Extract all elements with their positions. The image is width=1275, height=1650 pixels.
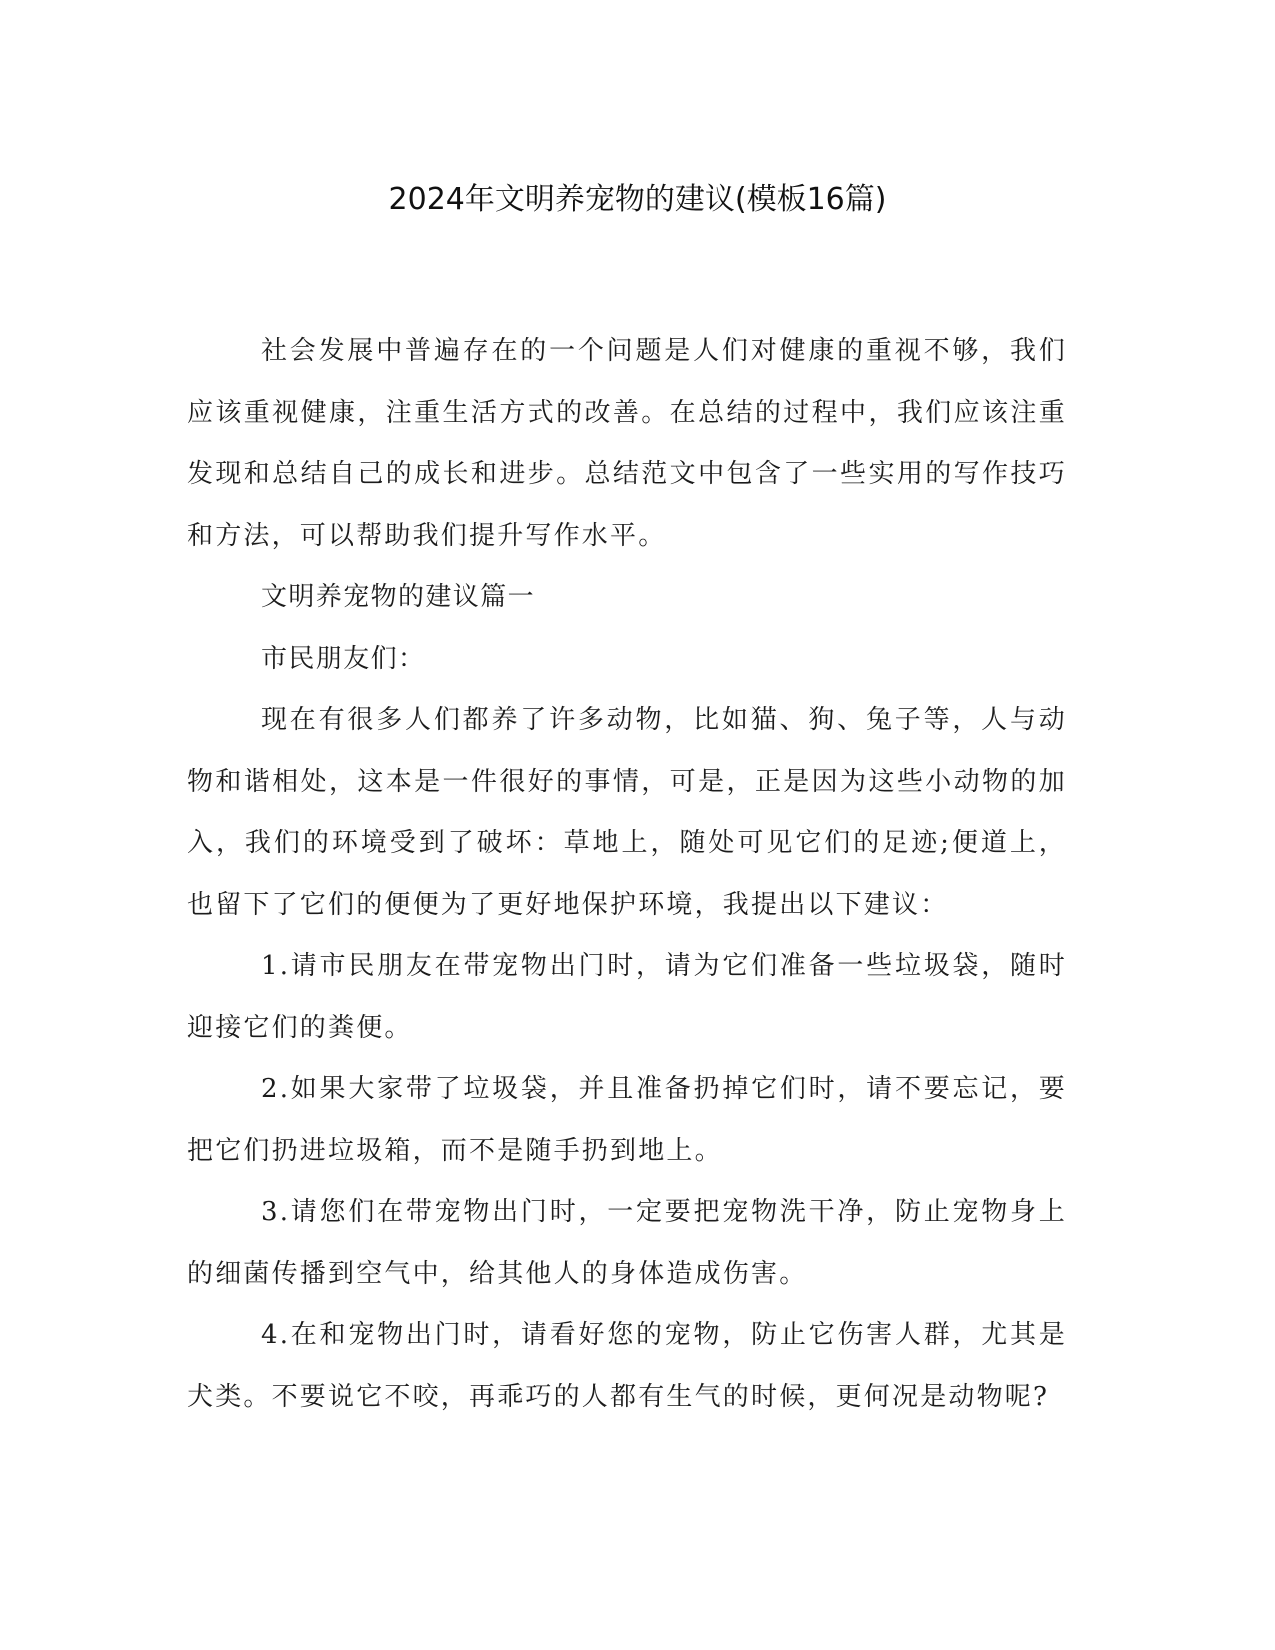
suggestion-item: 4.在和宠物出门时，请看好您的宠物，防止它伤害人群，尤其是犬类。不要说它不咬，再乖巧的人都有生气的时候，更何况是动物呢? [187, 1320, 1067, 1412]
document-title: 2024年文明养宠物的建议(模板16篇) [388, 182, 887, 217]
section-heading: 文明养宠物的建议篇一 [261, 582, 536, 612]
suggestion-item: 2.如果大家带了垃圾袋，并且准备扔掉它们时，请不要忘记，要把它们扔进垃圾箱，而不是随手扔到地上。 [187, 1074, 1067, 1166]
salutation: 市民朋友们： [261, 643, 426, 674]
suggestion-item: 1.请市民朋友在带宠物出门时，请为它们准备一些垃圾袋，随时迎接它们的粪便。 [187, 951, 1067, 1043]
intro-paragraph: 社会发展中普遍存在的一个问题是人们对健康的重视不够，我们应该重视健康，注重生活方式的改善。在总结的过程中，我们应该注重发现和总结自己的成长和进步。总结范文中包含了一些实用的写作技巧和方法，可以帮助我们提升写作水平。 [187, 336, 1067, 551]
body-paragraph: 现在有很多人们都养了许多动物，比如猫、狗、兔子等，人与动物和谐相处，这本是一件很好的事情，可是，正是因为这些小动物的加入，我们的环境受到了破坏：草地上，随处可见它们的足迹;便道上，也留下了它们的便便为了更好地保护环境，我提出以下建议： [187, 705, 1067, 920]
document-body [187, 321, 1067, 1428]
suggestion-item: 3.请您们在带宠物出门时，一定要把宠物洗干净，防止宠物身上的细菌传播到空气中，给其他人的身体造成伤害。 [187, 1197, 1067, 1289]
